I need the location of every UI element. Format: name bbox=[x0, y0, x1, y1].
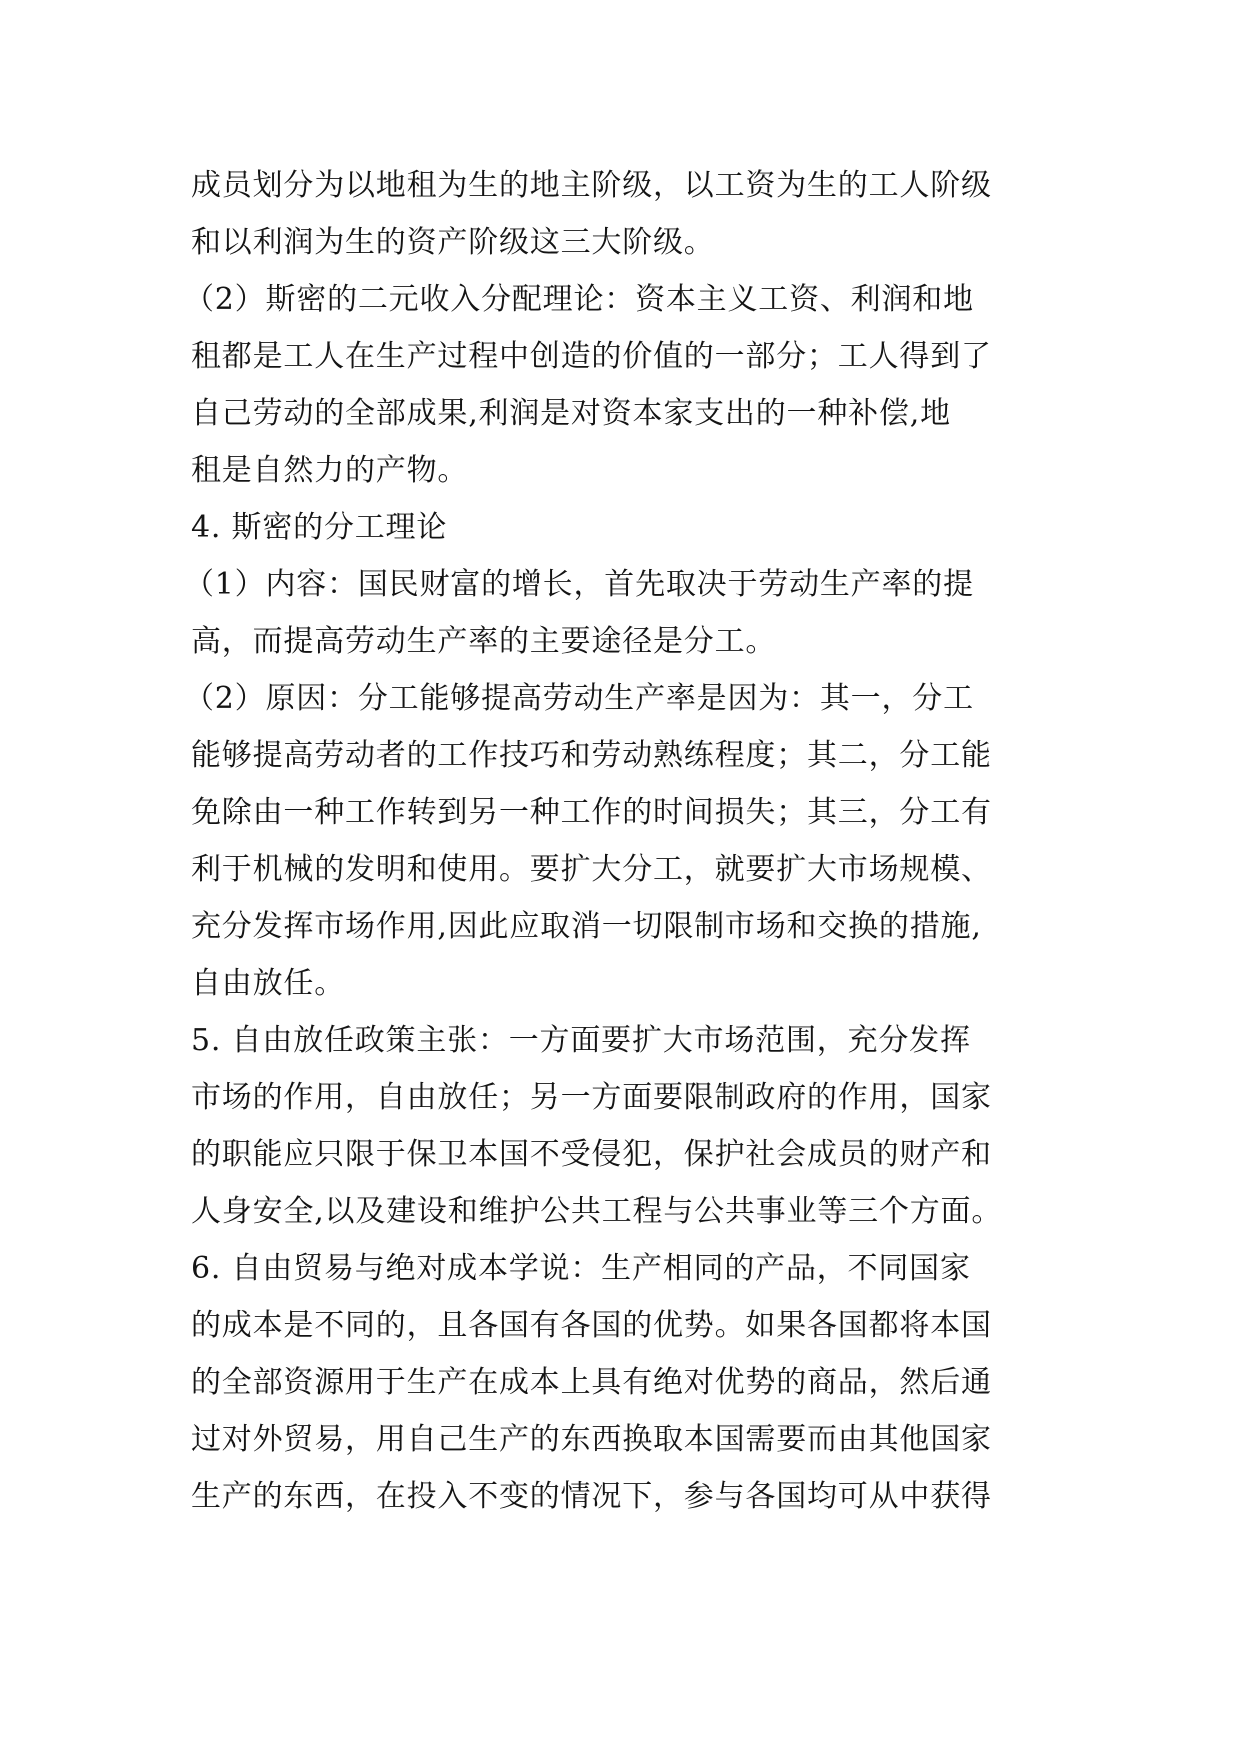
text-line: 和以利润为生的资产阶级这三大阶级。 bbox=[191, 225, 715, 260]
text-line: （1）内容：国民财富的增长，首先取决于劳动生产率的提 bbox=[184, 567, 974, 602]
text-line: 租是自然力的产物。 bbox=[191, 453, 469, 488]
section-heading: 5. 自由放任政策主张：一方面要扩大市场范围，充分发挥 bbox=[191, 1023, 971, 1058]
text-line: 生产的东西，在投入不变的情况下，参与各国均可从中获得 bbox=[191, 1479, 992, 1514]
text-line: （2）斯密的二元收入分配理论：资本主义工资、利润和地 bbox=[184, 282, 974, 317]
text-line: 能够提高劳动者的工作技巧和劳动熟练程度；其二，分工能 bbox=[191, 738, 992, 773]
text-line: 市场的作用，自由放任；另一方面要限制政府的作用，国家 bbox=[191, 1080, 992, 1115]
text-line: （2）原因：分工能够提高劳动生产率是因为：其一，分工 bbox=[184, 681, 974, 716]
text-line: 自由放任。 bbox=[191, 966, 345, 1001]
section-heading: 6. 自由贸易与绝对成本学说：生产相同的产品，不同国家 bbox=[191, 1251, 971, 1286]
section-heading: 4. 斯密的分工理论 bbox=[191, 510, 448, 545]
text-line: 过对外贸易，用自己生产的东西换取本国需要而由其他国家 bbox=[191, 1422, 992, 1457]
text-line: 高，而提高劳动生产率的主要途径是分工。 bbox=[191, 624, 777, 659]
text-line: 利于机械的发明和使用。要扩大分工，就要扩大市场规模、 bbox=[191, 852, 992, 887]
text-line: 免除由一种工作转到另一种工作的时间损失；其三，分工有 bbox=[191, 795, 992, 830]
text-line: 租都是工人在生产过程中创造的价值的一部分；工人得到了 bbox=[191, 339, 992, 374]
text-line: 自己劳动的全部成果,利润是对资本家支出的一种补偿,地 bbox=[191, 396, 951, 431]
text-line: 成员划分为以地租为生的地主阶级，以工资为生的工人阶级 bbox=[191, 168, 992, 203]
text-line: 的全部资源用于生产在成本上具有绝对优势的商品，然后通 bbox=[191, 1365, 992, 1400]
text-line: 充分发挥市场作用,因此应取消一切限制市场和交换的措施, bbox=[191, 909, 982, 944]
text-line: 人身安全,以及建设和维护公共工程与公共事业等三个方面。 bbox=[191, 1194, 1003, 1229]
text-line: 的成本是不同的，且各国有各国的优势。如果各国都将本国 bbox=[191, 1308, 992, 1343]
text-line: 的职能应只限于保卫本国不受侵犯，保护社会成员的财产和 bbox=[191, 1137, 992, 1172]
